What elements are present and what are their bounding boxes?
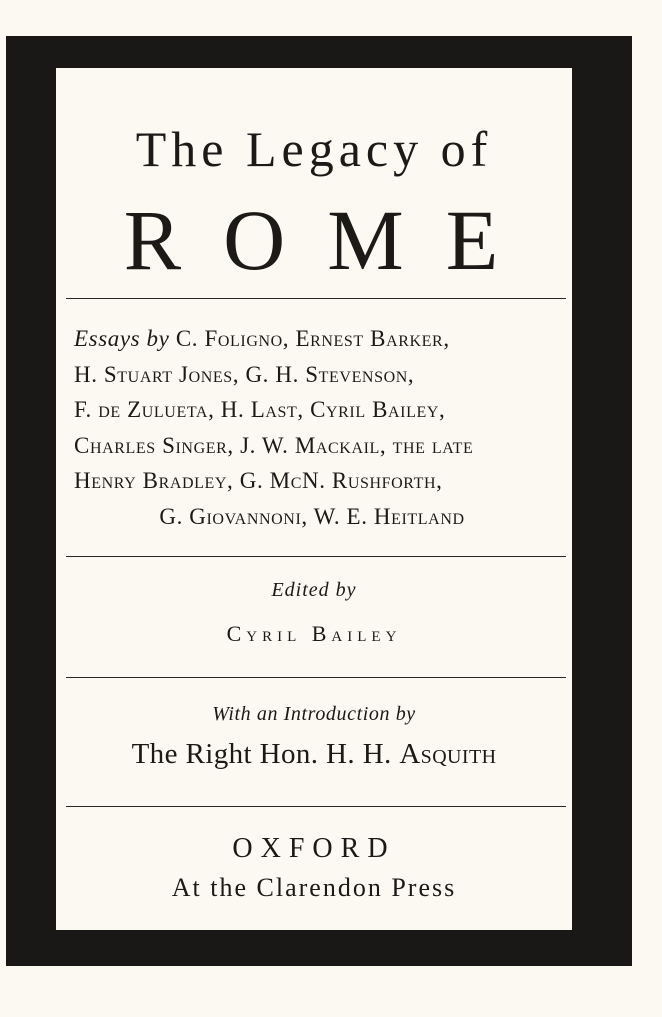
divider-rule — [66, 677, 566, 678]
contributors-block — [74, 321, 550, 535]
fleuron-border-top — [6, 36, 632, 68]
publisher-city: OXFORD — [232, 833, 396, 864]
contributors-line: H. Stuart Jones, G. H. Stevenson, — [74, 361, 415, 387]
fleuron-border-bottom — [6, 930, 632, 966]
contributors-line — [74, 321, 550, 357]
contributors-line: F. de Zulueta, H. Last, Cyril Bailey, — [74, 397, 446, 423]
contributors-line: Henry Bradley, G. McN. Rushforth, — [74, 468, 443, 494]
contributor-names: C. Foligno, Ernest Barker, — [175, 326, 450, 351]
contributors-line: G. Giovannoni, W. E. Heitland — [159, 503, 465, 529]
title-line-1: The Legacy of — [135, 121, 493, 177]
introduction-label: With an Introduction by — [212, 703, 416, 725]
edited-by-label: Edited by — [271, 579, 357, 601]
publisher-name: At the Clarendon Press — [171, 873, 457, 902]
fleuron-border-right — [572, 68, 632, 930]
divider-rule — [66, 298, 566, 299]
fleuron-border-left — [6, 68, 56, 930]
introduction-author-prefix: The Right Hon. H. H. — [131, 738, 392, 770]
divider-rule — [66, 556, 566, 557]
essays-by-label: Essays by — [74, 326, 170, 351]
introduction-author — [56, 738, 572, 771]
editor-name: Cyril Bailey — [226, 621, 402, 646]
divider-rule — [66, 806, 566, 807]
title-line-2: ROME — [123, 192, 541, 288]
contributors-line: Charles Singer, J. W. Mackail, the late — [74, 432, 474, 458]
title-page-panel — [56, 68, 572, 930]
introduction-author-surname: Asquith — [399, 738, 497, 770]
